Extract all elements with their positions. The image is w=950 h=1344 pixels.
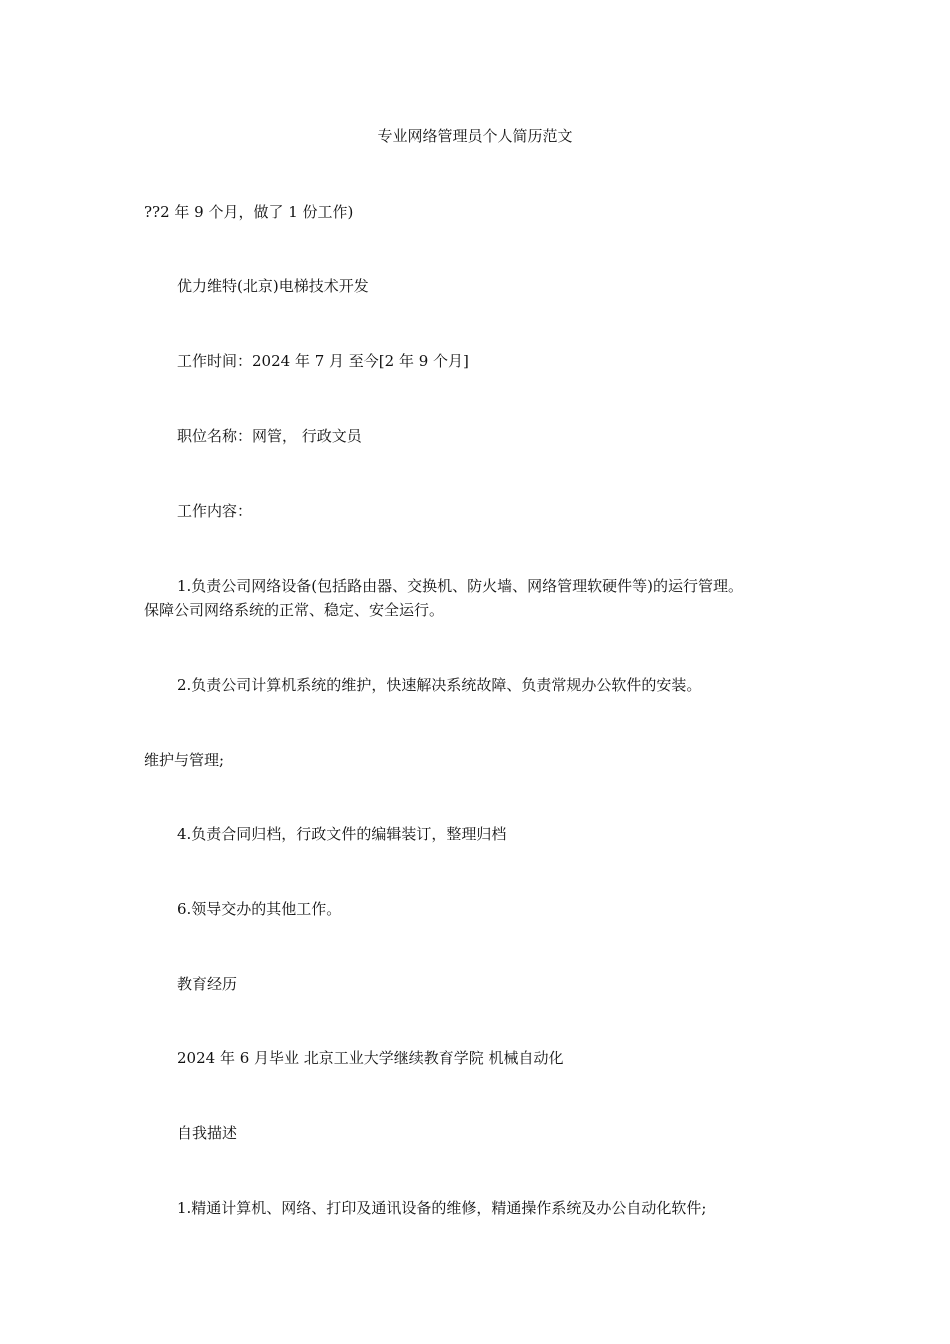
duty-item-4: 4.负责合同归档，行政文件的编辑装订，整理归档	[177, 825, 507, 843]
work-content-heading: 工作内容：	[177, 502, 253, 520]
company-name: 优力维特(北京)电梯技术开发	[177, 277, 369, 295]
duty-item-1-line-2: 保障公司网络系统的正常、稳定、安全运行。	[144, 601, 445, 619]
education-heading: 教育经历	[177, 975, 238, 993]
position-title: 职位名称：网管， 行政文员	[177, 427, 362, 445]
education-entry: 2024 年 6 月毕业 北京工业大学继续教育学院 机械自动化	[177, 1049, 564, 1067]
duty-item-2: 2.负责公司计算机系统的维护，快速解决系统故障、负责常规办公软件的安装。	[177, 676, 702, 694]
duty-item-1-line-1: 1.负责公司网络设备(包括路由器、交换机、防火墙、网络管理软硬件等)的运行管理。	[177, 577, 744, 595]
work-time: 工作时间：2024 年 7 月 至今[2 年 9 个月]	[177, 352, 469, 370]
duty-item-6: 6.领导交办的其他工作。	[177, 900, 342, 918]
self-description-heading: 自我描述	[177, 1124, 238, 1142]
duty-item-3-fragment: 维护与管理;	[144, 751, 225, 769]
duty-item-1	[144, 579, 743, 618]
self-description-item-1: 1.精通计算机、网络、打印及通讯设备的维修，精通操作系统及办公自动化软件;	[177, 1199, 707, 1217]
page-title: 专业网络管理员个人简历范文	[377, 127, 573, 145]
experience-summary: ??2 年 9 个月，做了 1 份工作)	[144, 203, 354, 221]
